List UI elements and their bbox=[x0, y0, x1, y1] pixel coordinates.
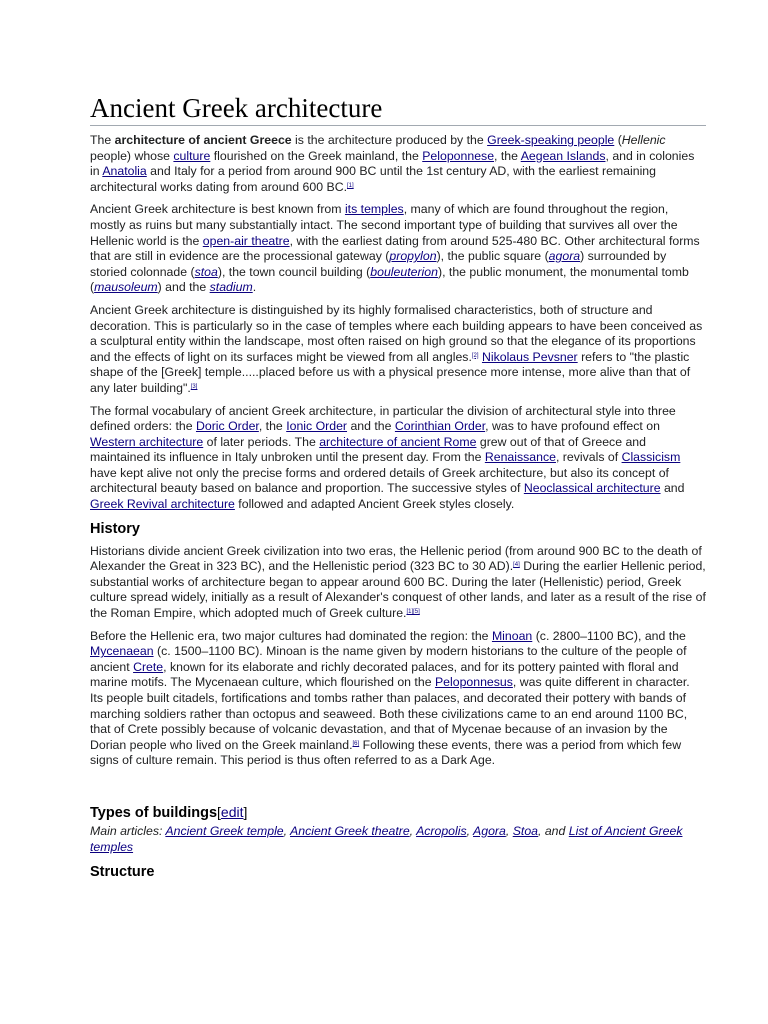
link-its-temples[interactable]: its temples bbox=[344, 202, 404, 217]
spacer bbox=[90, 776, 706, 796]
link-greek-speaking-people[interactable]: Greek-speaking people bbox=[487, 133, 615, 147]
link-stoa-article[interactable]: Stoa bbox=[512, 823, 538, 838]
reference-marker[interactable]: [4] bbox=[513, 562, 520, 569]
reference-marker[interactable]: [2] bbox=[471, 352, 479, 359]
link-ionic-order[interactable]: Ionic Order bbox=[286, 419, 348, 434]
section-heading-structure: Structure bbox=[90, 864, 155, 881]
link-neoclassical-architecture[interactable]: Neoclassical architecture bbox=[523, 481, 661, 496]
link-crete[interactable]: Crete bbox=[133, 659, 164, 674]
section-heading-history: History bbox=[90, 520, 140, 537]
link-anatolia[interactable]: Anatolia bbox=[102, 164, 147, 179]
link-acropolis[interactable]: Acropolis bbox=[416, 823, 467, 838]
link-list-of-temples[interactable]: List of Ancient Greek temples bbox=[90, 823, 683, 854]
link-agora-article[interactable]: Agora bbox=[473, 823, 506, 838]
link-culture[interactable]: culture bbox=[173, 148, 211, 163]
link-corinthian-order[interactable]: Corinthian Order bbox=[394, 419, 486, 434]
intro-bold-term: architecture of ancient Greece bbox=[114, 133, 292, 147]
link-bouleuterion[interactable]: bouleuterion bbox=[370, 264, 438, 279]
link-aegean-islands[interactable]: Aegean Islands bbox=[520, 148, 606, 163]
link-architecture-ancient-rome[interactable]: architecture of ancient Rome bbox=[319, 434, 477, 449]
edit-section-link[interactable]: edit bbox=[220, 803, 244, 820]
reference-marker[interactable]: [1] bbox=[347, 182, 354, 189]
orders-paragraph: The formal vocabulary of ancient Greek architecture, in particular the division of architectural style into three defined orders: the Doric Order, the Ionic Order and the Corinthian Order, was to have profound effect on Western architecture of later periods. The architecture of ancient Rome grew out of that of Greece and maintained its influence in Italy unbroken until the present day. From the Renaissance, revivals of Classicism have kept alive not only the precise forms and ordered details of Greek architecture, but also its concept of architectural beauty based on balance and proportion. The successive styles of Neoclassical architecture and Greek Revival architecture followed and adapted Ancient Greek styles closely. bbox=[90, 403, 685, 512]
reference-marker[interactable]: [3] bbox=[190, 383, 198, 390]
link-stoa[interactable]: stoa bbox=[194, 264, 218, 279]
intro-paragraph: The architecture of ancient Greece is the architecture produced by the Greek-speaking people (Hellenic people) whose culture flourished on the Greek mainland, the Peloponnese, the Aegean Islands, and in colonies in Anatolia and Italy for a period from around 900 BC until the 1st century AD, with the earliest remaining architectural works dating from around 600 BC.[1] bbox=[90, 133, 695, 194]
characteristics-paragraph: Ancient Greek architecture is distinguished by its highly formalised characteristics, both of structure and decoration. This is particularly so in the case of temples where each building appears to have been conceived as a sculptural entity within the landscape, most often raised on high ground so that the elegance of its proportions and the effects of light on its surfaces might be viewed from all angles.[2] Nikolaus Pevsner refers to "the plastic shape of the [Greek] temple.....placed before us with a physical presence more intense, more alive than that of any later building".[3] bbox=[90, 302, 703, 395]
history-paragraph-1: Historians divide ancient Greek civilization into two eras, the Hellenic period (from around 900 BC to the death of Alexander the Great in 323 BC), and the Hellenistic period (323 BC to 30 AD).[4] During the earlier Hellenic period, substantial works of architecture began to appear around 600 BC. During the later (Hellenistic) period, Greek culture spread widely, initially as a result of Alexander's conquest of other lands, and later as a result of the rise of the Roman Empire, which adopted much of Greek culture.[1][5] bbox=[90, 543, 706, 621]
link-western-architecture[interactable]: Western architecture bbox=[90, 434, 204, 449]
link-ancient-greek-temple[interactable]: Ancient Greek temple bbox=[165, 823, 284, 838]
page-title: Ancient Greek architecture bbox=[90, 92, 706, 126]
reference-marker[interactable]: [1][5] bbox=[406, 609, 420, 616]
link-agora[interactable]: agora bbox=[548, 249, 581, 264]
link-mausoleum[interactable]: mausoleum bbox=[94, 280, 158, 295]
link-stadium[interactable]: stadium bbox=[209, 280, 253, 295]
link-open-air-theatre[interactable]: open-air theatre bbox=[202, 233, 290, 248]
article bbox=[90, 92, 706, 887]
link-minoan[interactable]: Minoan bbox=[491, 628, 533, 643]
reference-marker[interactable]: [6] bbox=[352, 740, 360, 747]
link-mycenaean[interactable]: Mycenaean bbox=[90, 644, 154, 659]
link-peloponnese[interactable]: Peloponnese bbox=[422, 148, 495, 163]
link-ancient-greek-theatre[interactable]: Ancient Greek theatre bbox=[290, 823, 410, 838]
temples-paragraph: Ancient Greek architecture is best known from its temples, many of which are found throughout the region, mostly as ruins but many substantially intact. The second important type of building that survives all over the Hellenic world is the open-air theatre, with the earliest dating from around 525-480 BC. Other architectural forms that are still in evidence are the processional gateway (propylon), the public square (agora) surrounded by storied colonnade (stoa), the town council building (bouleuterion), the public monument, the monumental tomb (mausoleum) and the stadium. bbox=[90, 202, 700, 295]
link-renaissance[interactable]: Renaissance bbox=[484, 450, 556, 465]
link-peloponnesus[interactable]: Peloponnesus bbox=[434, 675, 513, 690]
link-propylon[interactable]: propylon bbox=[389, 249, 437, 264]
main-articles-hatnote: Main articles: Ancient Greek temple, Ancient Greek theatre, Acropolis, Agora, Stoa, and List of Ancient Greek temples bbox=[90, 823, 683, 854]
link-doric-order[interactable]: Doric Order bbox=[195, 419, 259, 434]
link-greek-revival-architecture[interactable]: Greek Revival architecture bbox=[90, 497, 235, 512]
section-heading-types-of-buildings: Types of buildings[edit] bbox=[90, 803, 248, 821]
link-classicism[interactable]: Classicism bbox=[621, 450, 681, 465]
edit-link[interactable]: [edit] bbox=[217, 803, 248, 820]
history-paragraph-2: Before the Hellenic era, two major cultures had dominated the region: the Minoan (c. 2800–1100 BC), and the Mycenaean (c. 1500–1100 BC). Minoan is the name given by modern historians to the culture of the people of ancient Crete, known for its elaborate and richly decorated palaces, and for its pottery painted with floral and marine motifs. The Mycenaean culture, which flourished on the Peloponnesus, was quite different in character. Its people built citadels, fortifications and tombs rather than palaces, and decorated their pottery with bands of marching soldiers rather than octopus and seaweed. Both these civilizations came to an end around 1100 BC, that of Crete possibly because of volcanic devastation, and that of Mycenae because of an invasion by the Dorian people who lived on the Greek mainland.[6] Following these events, there was a period from which few signs of culture remain. This period is thus often referred to as a Dark Age. bbox=[90, 628, 690, 768]
link-nikolaus-pevsner[interactable]: Nikolaus Pevsner bbox=[481, 349, 578, 364]
